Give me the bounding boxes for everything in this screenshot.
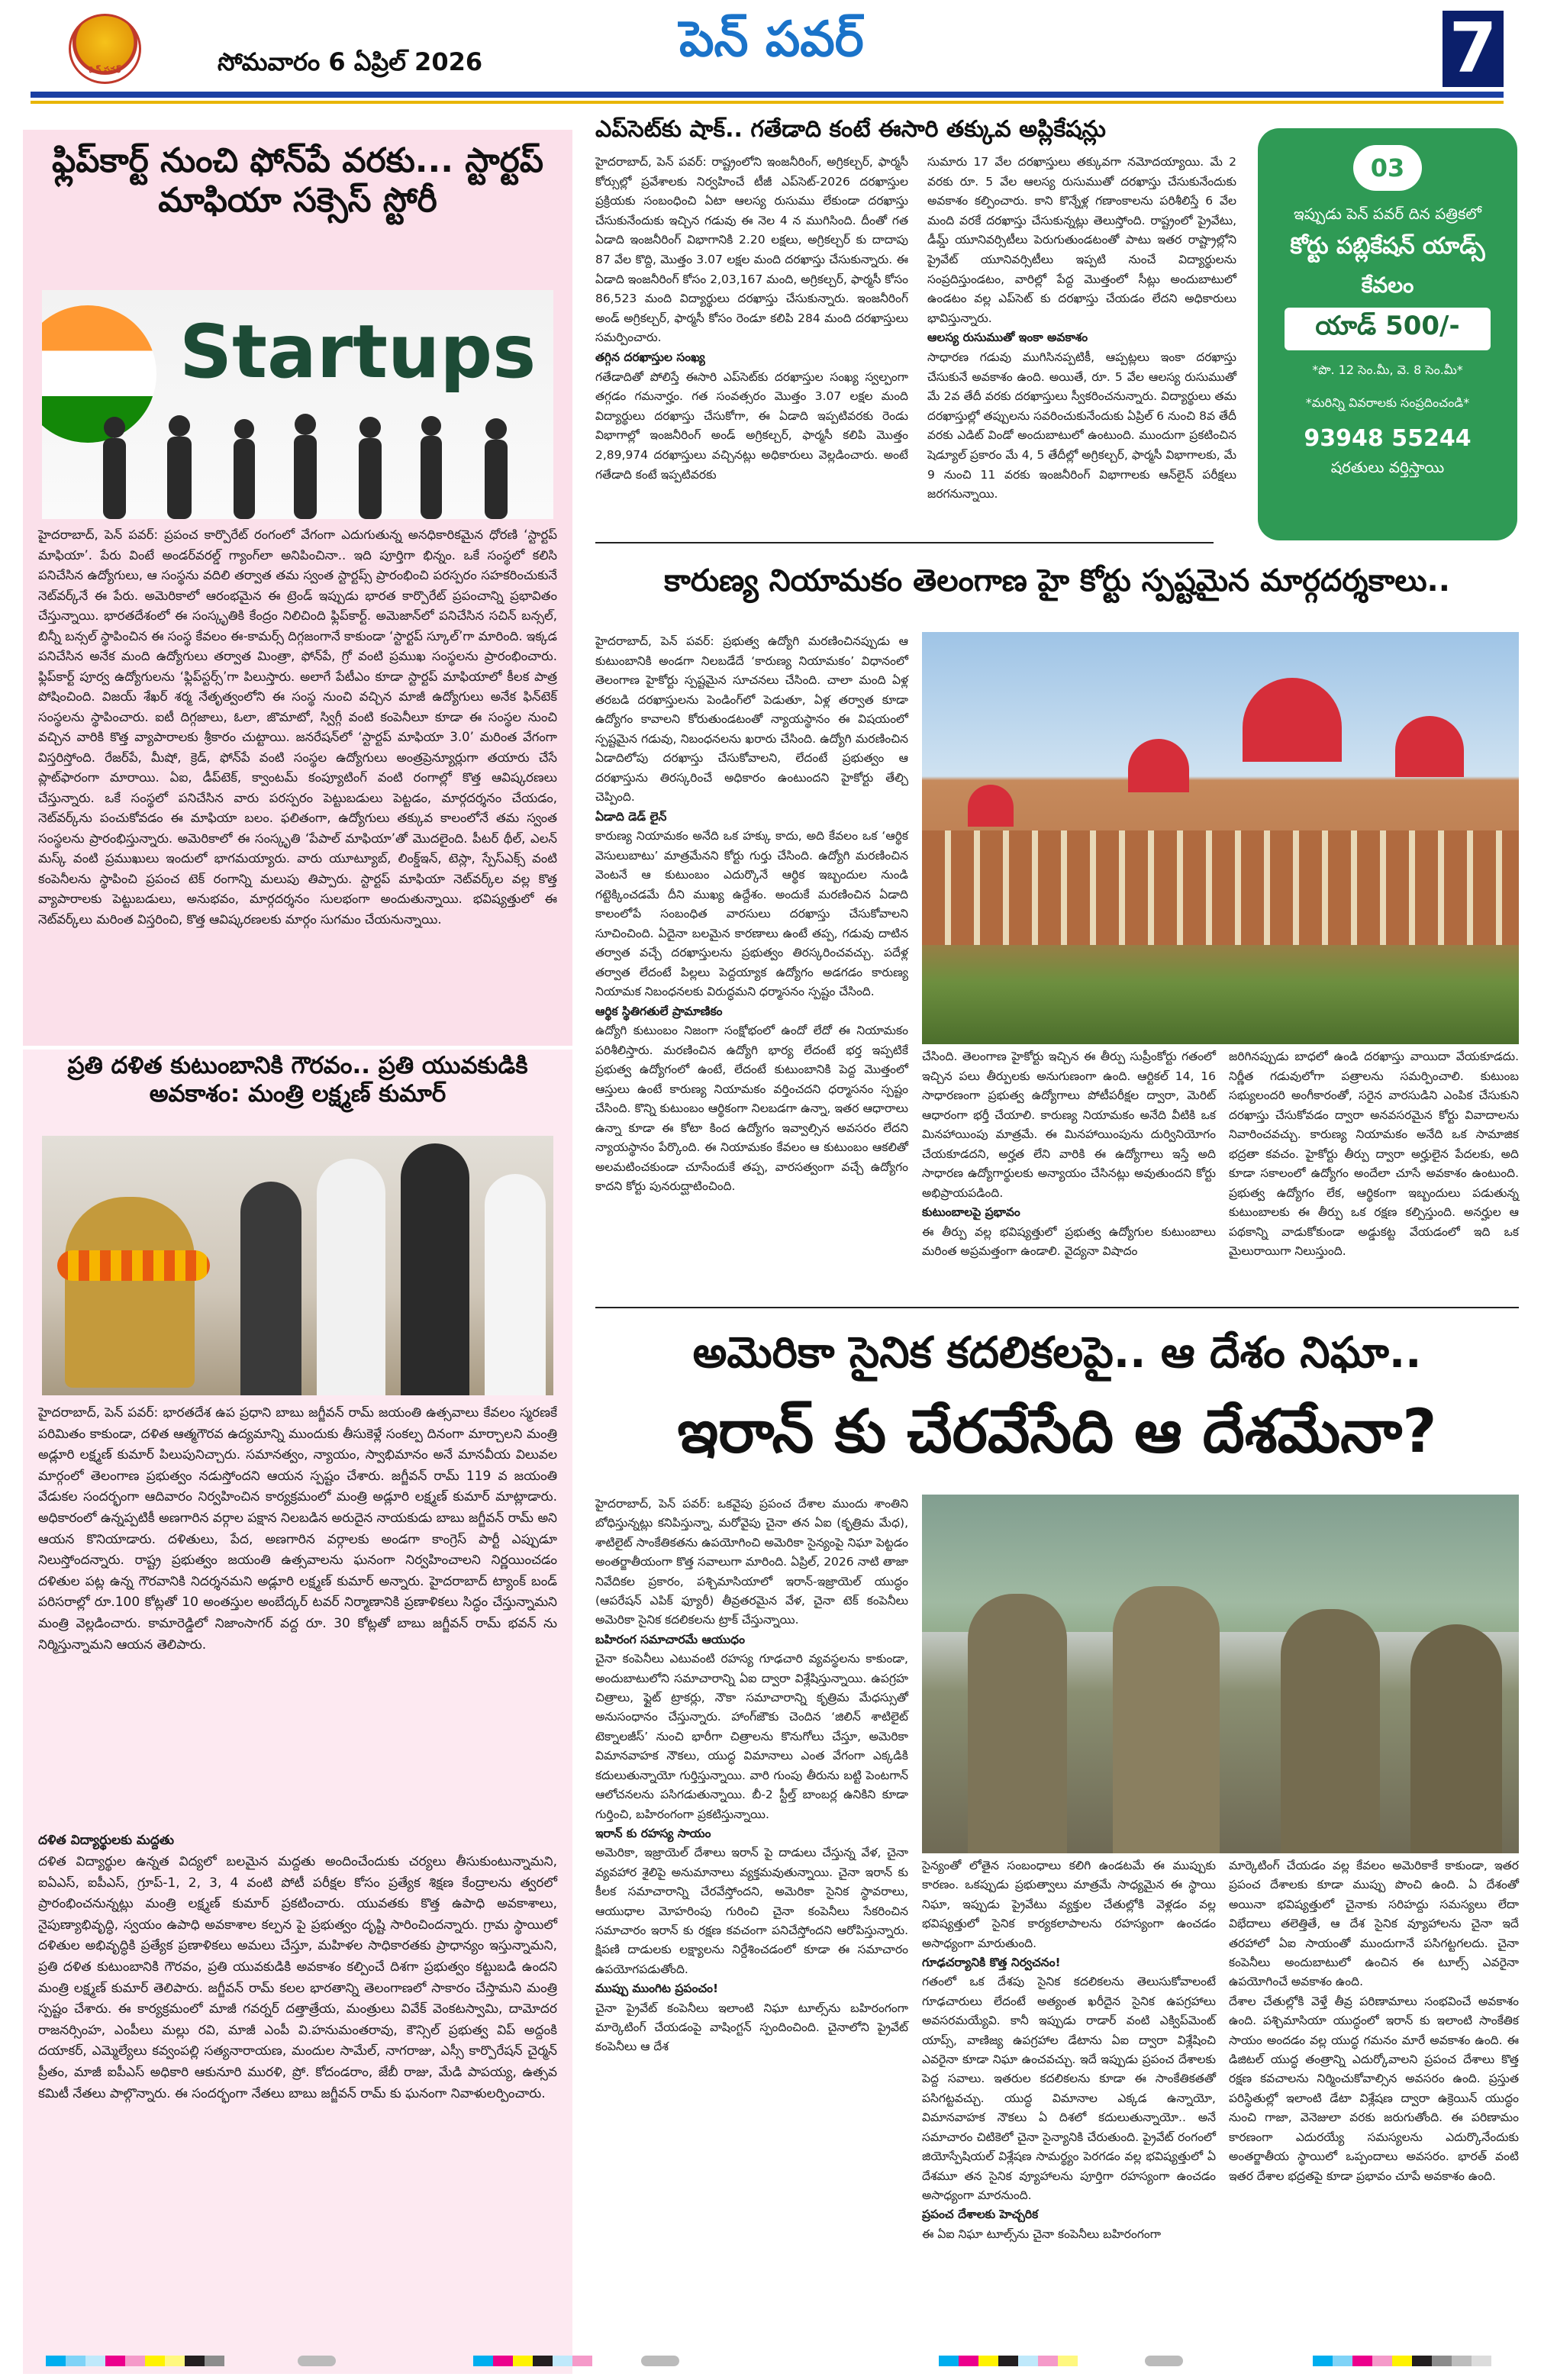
registration-mark-1: [298, 2356, 336, 2366]
dalit-headline: ప్రతి దళిత కుటుంబానికి గౌరవం.. ప్రతి యువకుడికి అవకాశం: మంత్రి లక్ష్మణ్ కుమార్: [67, 1052, 528, 1108]
iran-headline-1: అమెరికా సైనిక కదలికలపై.. ఆ దేశం నిఘా..: [692, 1328, 1422, 1378]
garland: [57, 1250, 210, 1281]
dalit-body-2: దళిత విద్యార్థుల ఉన్నత విద్యలో బలమైన మద్దతు అందించేందుకు చర్యలు తీసుకుంటున్నామని, ఐఏఎస్, ఐపీఎస్, గ్రూప్-1, 2, 3, 4 వంటి పోటీ పరీక్షల కోసం ప్రత్యేక శిక్షణ కేంద్రాలను త్వరలో ప్రారంభించనున్నట్లు మంత్రి లక్ష్మణ్ కుమార్ ప్రకటించారు. యువతకు కొత్త ఉపాధి అవకాశాలు, నైపుణ్యాభివృద్ధి, స్వయం ఉపాధి అవకాశాల కల్పన పై ప్రభుత్వం దృష్టి సారించిందన్నారు. గ్రామ స్థాయిలో దళితుల అభివృద్ధికి ప్రత్యేక ప్రణాళికలు అమలు చేస్తూ, మహిళల సాధికారతకు ప్రాధాన్యం ఇస్తున్నామని, ప్రతి దళిత కుటుంబానికి గౌరవం, ప్రతి యువకుడికి అవకాశం కల్పించే దిశగా ప్రభుత్వం కట్టుబడి ఉందని మంత్రి లక్ష్మణ్ కుమార్ తెలిపారు. జగ్జీవన్ రామ్ కలల భారతాన్ని తెలంగాణలో సాకారం చేస్తామని మంత్రి స్పష్టం చేశారు. ఈ కార్యక్రమంలో మాజీ గవర్నర్ దత్తాత్రేయ, మంత్రులు వివేక్ వెంకటస్వామి, దామోదర రాజనర్సింహ, ఎంపీలు మల్లు రవి, మాజీ ఎంపీ వి.హనుమంతరావు, కౌన్సిల్ ప్రభుత్వ విప్ అద్దంకి దయాకర్, ఎమ్మెల్యేలు కవ్వంపల్లి సత్యనారాయణ, మందుల సామేల్, నాగరాజు, ఎస్సీ కార్పొరేషన్ చైర్మన్ ప్రీతం, మాజీ ఐపీఎస్ అధికారి ఆకునూరి మురళి, ప్రో. కోదండరాం, జేబీ రాజు, మేడి పాపయ్య, ఉత్సవ కమిటీ నేతలు పాల్గొన్నారు. ఈ సందర్భంగా నేతలు బాబు జగ్జీవన్ రామ్ కు ఘనంగా నివాళులర్పించారు.: [38, 1854, 557, 2101]
ad-price: యాడ్ 500/-: [1285, 308, 1491, 350]
iran-col-1-subhead-3: ముప్పు ముంగిట ప్రపంచం!: [595, 1982, 719, 1996]
eapcet-col-1: [595, 153, 908, 485]
person-2: [317, 1159, 385, 1395]
iran-col-2-text: సైన్యంతో లోతైన సంబంధాలు కలిగి ఉండటమే ఈ ముప్పుకు కారణం. ఒకప్పుడు ప్రభుత్వాలు మాత్రమే సాధ్యమైన ఈ స్థాయి నిఘా, ఇప్పుడు ప్రైవేటు వ్యక్తుల చేతుల్లోకి వెళ్లడం వల్ల భవిష్యత్తులో సైనిక కార్యకలాపాలను రహస్యంగా ఉంచడం అసాధ్యంగా మారుతుంది.: [922, 1859, 1216, 1950]
court-headline: కారుణ్య నియామకం తెలంగాణ హై కోర్టు స్పష్టమైన మార్గదర్శకాలు..: [664, 563, 1450, 598]
court-col-2: [922, 1047, 1216, 1262]
court-dome-3: [1128, 739, 1189, 792]
ad-phone: 93948 55244: [1304, 425, 1472, 452]
court-col-1-subhead-2: ఆర్థిక స్థితిగతులే ప్రామాణికం: [595, 1004, 723, 1018]
eapcet-col-1-subhead: తగ్గిన దరఖాస్తుల సంఖ్య: [595, 350, 705, 364]
soldier-2: [1113, 1586, 1220, 1853]
iran-col-1: [595, 1495, 908, 2057]
high-court-photo: [922, 632, 1519, 1044]
court-dome-1: [1243, 678, 1342, 762]
color-bar-center: [473, 2356, 592, 2366]
iran-col-1-text-d: చైనా ప్రైవేట్ కంపెనీలు ఇలాంటి నిఘా టూల్స్‌ను బహిరంగంగా మార్కెటింగ్ చేయడంపై వాషింగ్టన్ స్పందించింది. చైనాలోని ప్రైవేట్ కంపెనీలు ఆ దేశ: [595, 2001, 908, 2054]
person-4: [485, 1174, 546, 1395]
court-col-2-subhead: కుటుంబాలపై ప్రభావం: [922, 1205, 1020, 1219]
iran-col-1-subhead-2: ఇరాన్ కు రహస్య సాయం: [595, 1826, 711, 1840]
ad-more-info: *మరిన్ని వివరాలకు సంప్రదించండి*: [1305, 395, 1470, 410]
people-silhouettes: [42, 405, 553, 519]
header-rule-bottom: [31, 101, 1504, 104]
issue-date: సోమవారం 6 ఏప్రిల్ 2026: [218, 47, 483, 76]
court-dome-2: [1395, 716, 1464, 777]
court-col-2-text: చేసింది. తెలంగాణ హైకోర్టు ఇచ్చిన ఈ తీర్పు సుప్రీంకోర్టు గతంలో ఇచ్చిన పలు తీర్పులకు అనుగుణంగా ఉంది. ఆర్టికల్ 14, 16 సాధారణంగా ప్రభుత్వ ఉద్యోగాలు పోటీపరీక్షల ద్వారా, మెరిట్ ఆధారంగా భర్తీ చేయాలి. కారుణ్య నియామకం అనేది వీటికి ఒక మినహాయింపు మాత్రమే. ఈ మినహాయింపును దుర్వినియోగం చేయకూడదని, అర్హత లేని వారికి ఈ ఉద్యోగాలు ఇస్తే అది సాధారణ ఉద్యోగార్థులకు అన్యాయం చేసినట్లు అవుతుందని కోర్టు అభిప్రాయపడింది.: [922, 1050, 1216, 1200]
court-publication-ad: [1258, 128, 1517, 540]
court-col-1-text-c: ఉద్యోగి కుటుంబం నిజంగా సంక్షోభంలో ఉందో లేదో ఈ నియామకం పరిశీలిస్తారు. మరణించిన ఉద్యోగి భార్య లేదంటే భర్త ఇప్పటికే ప్రభుత్వ ఉద్యోగంలో ఉంటే, లేదంటే కుటుంబానికి పెద్ద మొత్తంలో ఆస్తులు ఉంటే కారుణ్య నియామకం వర్తించదని ధర్మాసనం స్పష్టం చేసింది. కొన్ని కుటుంబం ఆర్థికంగా నిలబడగా ఉన్నా, ఇతర ఆధారాలు ఉన్నా కూడా ఈ కోటా కింద ఉద్యోగం ఇవ్వాల్సిన అవసరం లేదని న్యాయస్థానం పేర్కొంది. ఈ నియామకం కేవలం ఆ కుటుంబం ఆకలితో అలమటించకుండా చూసేందుకే తప్ప, వారసత్వంగా వచ్చే ఉద్యోగం కాదని కోర్టు పునరుద్ఘాటించింది.: [595, 1024, 908, 1193]
startup-body: హైదరాబాద్, పెన్ పవర్: ప్రపంచ కార్పొరేట్ రంగంలో వేగంగా ఎదుగుతున్న అనధికారికమైన ధోరణి ‘స్టార్టప్ మాఫియా’. పేరు వింటే అండర్‌వరల్డ్ గ్యాంగ్‌లా అనిపించినా.. ఇది పూర్తిగా భిన్నం. ఒకే సంస్థలో కలిసి పనిచేసిన ఉద్యోగులు, ఆ సంస్థను వదిలి తర్వాత తమ స్వంత స్టార్టప్స్ ప్రారంభించి పరస్పరం సహకరించుకునే నెట్‌వర్క్‌నే ఈ పేరు. అమెరికాలో ఆరంభమైన ఈ ట్రెండ్ ఇప్పుడు భారత కార్పొరేట్ ప్రపంచాన్ని ప్రభావితం చేస్తున్నాయి. భారతదేశంలో ఈ సంస్కృతికి కేంద్రం నిలిచింది ఫ్లిప్‌కార్ట్. అమెజాన్‌లో పనిచేసిన సచిన్ బన్సల్, బిన్నీ బన్సల్ స్థాపించిన ఈ సంస్థ కేవలం ఈ-కామర్స్ దిగ్గజంగానే కాకుండా ‘స్టార్టప్ స్కూల్’గా మారింది. ఇక్కడ పనిచేసిన అనేక మంది ఉద్యోగులు తర్వాత మింత్రా, ఫోన్‌పే, గ్రో వంటి ప్రముఖ సంస్థలను ప్రారంభించారు. ఫ్లిప్‌కార్ట్ పూర్వ ఉద్యోగులను ‘ఫ్లిప్‌స్టర్స్’గా పిలుస్తారు. అలాగే పేటీఎం కూడా స్టార్టప్ మాఫియాలో కీలక పాత్ర పోషించింది. విజయ్ శేఖర్ శర్మ నేతృత్వంలోని ఈ సంస్థ నుంచి వచ్చిన మాజీ ఉద్యోగులు అనేక ఫిన్‌టెక్ సంస్థలను స్థాపించారు. ఐటీ దిగ్గజాలు, ఓలా, జొమాటో, స్విగ్గీ వంటి కంపెనీలూ కూడా ఈ సంస్థల నుంచి వచ్చిన వారికి కొత్త వ్యాపారాలకు శ్రీకారం చుట్టాయి. జనరేషన్‌లో ‘స్టార్టప్ మాఫియా 3.0’ మరింత వేగంగా విస్తరిస్తోంది. రేజర్‌పే, మీషో, క్రెడ్, ఫోన్‌పే వంటి సంస్థల ఉద్యోగులు అంత్రప్రెన్యూర్లుగా తయారు చేసే ప్లాట్‌ఫారంగా మారాయి. ఏఐ, డీప్‌టెక్, క్వాంటమ్ కంప్యూటింగ్ వంటి రంగాల్లో కొత్త ఆవిష్కరణలు చేస్తున్నారు. ఒకే సంస్థలో పనిచేసిన వారు పరస్పరం పెట్టుబడులు పెట్టడం, మార్గదర్శనం చేయడం, నెట్‌వర్క్‌ను పంచుకోవడం ఈ మాఫియా బలం. ఫలితంగా, ఉద్యోగులు తక్కువ కాలంలోనే తమ స్వంత సంస్థలను ప్రారంభిస్తున్నారు. అమెరికాలో ఈ సంస్కృతి ‘పేపాల్ మాఫియా’తో మొదలైంది. పీటర్ థీల్, ఎలన్ మస్క్ వంటి ప్రముఖులు ఇందులో భాగమయ్యారు. వారు యూట్యూబ్, లింక్డ్‌ఇన్, టెస్లా, స్పేస్‌ఎక్స్ వంటి కంపెనీలను స్థాపించి ప్రపంచ టెక్ రంగాన్ని మలుపు తిప్పారు. స్టార్టప్ మాఫియా నెట్‌వర్క్‌ల వల్ల కొత్త వ్యాపారాలకు పెట్టుబడులు, అనుభవం, మార్గదర్శనం సులభంగా అందుతున్నాయి. భవిష్యత్తులో ఈ నెట్‌వర్క్‌లు మరింత విస్తరించి, కొత్త ఆవిష్కరణలకు మార్గం సుగమం చేయనున్నాయి.: [38, 527, 557, 927]
section-divider-1: [595, 542, 1214, 543]
iran-headline-2: ఇరాన్ కు చేరవేసేది ఆ దేశమేనా?: [677, 1398, 1437, 1466]
masthead-title: పెన్ పవర్: [679, 11, 864, 68]
court-col-1-text: హైదరాబాద్, పెన్ పవర్: ప్రభుత్వ ఉద్యోగి మరణించినప్పుడు ఆ కుటుంబానికి అండగా నిలబడేదే ‘కారుణ్య నియామకం’ విధానంలో తెలంగాణ హైకోర్టు స్పష్టమైన సూచనలు చేసింది. చాలా మంది ఏళ్ల తరబడి దరఖాస్తులను పెండింగ్‌లో పెడుతూ, ఏళ్ల తర్వాత కూడా ఉద్యోగం కావాలని కోరుతుండటంతో న్యాయస్థానం ఈ విషయంలో స్పష్టమైన గడువు, నిబంధనలను ఖరారు చేసింది. ఉద్యోగి మరణించిన ఏడాదిలోపు దరఖాస్తు చేసుకోవాలని, లేదంటే ప్రభుత్వం ఆ దరఖాస్తును తిరస్కరించే అధికారం ఉంటుందని హైకోర్టు తేల్చి చెప్పింది.: [595, 634, 908, 804]
court-col-2-text-b: ఈ తీర్పు వల్ల భవిష్యత్తులో ప్రభుత్వ ఉద్యోగుల కుటుంబాలు మరింత అప్రమత్తంగా ఉండాలి. వైద్యనా విషాదం: [922, 1224, 1216, 1258]
court-col-1-subhead: ఏడాది డెడ్ లైన్: [595, 809, 667, 824]
court-col-1-text-b: కారుణ్య నియామకం అనేది ఒక హక్కు కాదు, అది కేవలం ఒక ‘ఆర్థిక వెసులుబాటు’ మాత్రమేనని కోర్టు గుర్తు చేసింది. ఉద్యోగి మరణించిన వెంటనే ఆ కుటుంబం ఎదుర్కొనే ఆర్థిక ఇబ్బందుల నుండి గట్టెక్కించడమే దీని ముఖ్య ఉద్దేశం. అందుకే మరణించిన ఏడాది కాలంలోపే సంబంధిత వారసులు దరఖాస్తు చేసుకోవాలని సూచించింది. ఏదైనా బలమైన కారణాలు ఉంటే తప్ప, గడువు దాటిన తర్వాత వచ్చే దరఖాస్తులను ప్రభుత్వం తిరస్కరించవచ్చు. పదేళ్ల తర్వాత లేదంటే పిల్లలు పెద్దయ్యాక ఉద్యోగం అడగడం కారుణ్య నియామక నిబంధనలకు విరుద్ధమని ధర్మాసనం స్పష్టం చేసింది.: [595, 829, 908, 998]
eapcet-headline: ఎప్‌సెట్‌కు షాక్.. గతేడాది కంటే ఈసారి తక్కువ అప్లికేషన్లు: [595, 116, 1106, 143]
court-col-1: [595, 632, 908, 1197]
dalit-subhead: దళిత విద్యార్థులకు మద్దతు: [38, 1833, 174, 1848]
court-col-3: జరిగినప్పుడు బాధలో ఉండి దరఖాస్తు వాయిదా వేయకూడదు. నిర్ణీత గడువులోగా పత్రాలను సమర్పించాలి. కుటుంబ సభ్యులందరి అంగీకారంతో, సరైన వారసుడిని ఎంపిక చేసుకుని దరఖాస్తు చేసుకోవడం ద్వారా అనవసరమైన కోర్టు వివాదాలను నివారించవచ్చు. కారుణ్య నియామకం అనేది ఒక సామాజిక భద్రతా కవచం. హైకోర్టు తీర్పు ద్వారా అర్హులైన పేదలకు, అది కూడా సకాలంలో ఉద్యోగం అందేలా చూసే అవకాశం ఉంటుంది. ప్రభుత్వ ఉద్యోగం లేక, ఆర్థికంగా ఇబ్బందులు పడుతున్న కుటుంబాలకు ఈ తీర్పు ఒక రక్షణ కల్పిస్తుంది. అనర్హుల ఆ పథకాన్ని వాడుకోకుండా అడ్డుకట్ట వేయడంలో ఇది ఒక మైలురాయిగా నిలుస్తుంది.: [1229, 1050, 1519, 1258]
soldiers-photo: [922, 1495, 1519, 1853]
eapcet-col-2-text-b: సాధారణ గడువు ముగిసినప్పటికీ, ఆప్పట్లలు ఇంకా దరఖాస్తు చేసుకునే అవకాశం ఉంది. అయితే, రూ. 5 వేల ఆలస్య రుసుముతో మే 2వ తేదీ వరకు దరఖాస్తులు స్వీకరించనున్నారు. విద్యార్థులు తమ దరఖాస్తుల్లో తప్పులను సవరించుకునేందుకు ఏప్రిల్ 6 నుంచి 8వ తేదీ వరకు ఎడిట్ విండో అందుబాటులో ఉంటుంది. ముందుగా ప్రకటించిన షెడ్యూల్ ప్రకారం మే 4, 5 తేదీల్లో అగ్రికల్చర్, ఫార్మసీ విభాగాలకు, మే 9 నుంచి 11 వరకు ఇంజనీరింగ్ విభాగాలకు ఆన్‌లైన్ పరీక్షలు జరగనున్నాయి.: [927, 350, 1236, 501]
iran-col-2-subhead: గూఢచర్యానికి కొత్త నిర్వచనం!: [922, 1956, 1061, 1970]
dalit-event-photo: [42, 1136, 553, 1395]
startup-headline: ఫ్లిప్‌కార్ట్ నుంచి ఫోన్‌పే వరకు... స్టార్టప్ మాఫియా సక్సెస్ స్టోరీ: [51, 141, 544, 220]
soldier-3: [1281, 1609, 1380, 1853]
logo-text: పెన్ పవర్: [89, 65, 121, 75]
statue-figure: [65, 1197, 195, 1388]
iran-col-1-text: హైదరాబాద్, పెన్ పవర్: ఒకవైపు ప్రపంచ దేశాల ముందు శాంతిని బోధిస్తున్నట్లు కనిపిస్తున్నా, మరోవైపు చైనా తన ఏఐ (కృత్రిమ మేధ), శాటిలైట్ సాంకేతికతను ఉపయోగించి అమెరికా సైన్యంపై నిఘా పెట్టడం అంతర్జాతీయంగా కొత్త సవాలుగా మారింది. ఏప్రిల్, 2026 నాటి తాజా నివేదికల ప్రకారం, పశ్చిమాసియాలో ఇరాన్-ఇజ్రాయెల్ యుద్ధం (ఆపరేషన్ ఎపిక్ ఫ్యూరీ) తీవ్రతరమైన వేళ, చైనా టెక్ కంపెనీలు అమెరికా సైనిక కదలికలను ట్రాక్ చేస్తున్నాయి.: [595, 1497, 908, 1627]
eapcet-col-2-subhead: ఆలస్య రుసుముతో ఇంకా అవకాశం: [927, 331, 1088, 345]
person-1: [240, 1182, 301, 1395]
eapcet-col-2-text: సుమారు 17 వేల దరఖాస్తులు తక్కువగా నమోదయ్యాయి. మే 2 వరకు రూ. 5 వేల ఆలస్య రుసుముతో దరఖాస్తు చేసుకునేందుకు అవకాశం కల్పించారు. కాని కొన్నేళ్ల గణాంకాలను పరిశీలిస్తే 6 వేల మంది వరకే దరఖాస్తు చేసుకున్నట్లు తెలుస్తోంది. రాష్ట్రంలో ప్రైవేటు, డీమ్డ్ యూనివర్సిటీలు పెరుగుతుండటంతో పాటు ఇతర రాష్ట్రాల్లోని ప్రైవేట్ యూనివర్సిటీలు ఇప్పటి నుంచే విద్యార్థులను సంప్రదిస్తుండటం, వారిల్లో పేద్ద మొత్తంలో సీట్లు అందుబాటులో ఉండటం వల్ల ఎప్‌సెట్ కు దరఖాస్తు చేయడం లేదని అధికారులు భావిస్తున్నారు.: [927, 155, 1236, 325]
soldier-1: [968, 1594, 1067, 1853]
ad-terms: షరతులు వర్తిస్తాయి: [1330, 458, 1445, 476]
registration-mark-2: [641, 2356, 679, 2366]
dalit-body: హైదరాబాద్, పెన్ పవర్: భారతదేశ ఉప ప్రధాని బాబు జగ్జీవన్ రామ్ జయంతి ఉత్సవాలు కేవలం స్మరణకే పరిమితం కాకుండా, దళిత ఆత్మగౌరవ ఉద్యమాన్ని ముందుకు తీసుకెళ్లే సంకల్ప దినంగా మార్చాలని మంత్రి అడ్లూరి లక్ష్మణ్ కుమార్ పిలుపునిచ్చారు. సమానత్వం, న్యాయం, స్వాభిమానం అనే మానవీయ విలువల మార్గంలో తెలంగాణ ప్రభుత్వం నడుస్తోందని ఆయన స్పష్టం చేశారు. జగ్జీవన్ రామ్ 119 వ జయంతి వేడుకల సందర్భంగా ఆదివారం నిర్వహించిన కార్యక్రమంలో మంత్రి అడ్లూరి లక్ష్మణ్ కుమార్ మాట్లాడారు. అధికారంలో ఉన్నప్పటికీ అణగారిన వర్గాల పక్షాన నిలబడిన అరుదైన నాయకుడు బాబు జగ్జీవన్ రామ్ అని ఆయన కొనియాడారు. దళితులు, పేద, అణగారిన వర్గాలకు అండగా కాంగ్రెస్ పార్టీ ఎప్పుడూ నిలుస్తోందన్నారు. రాష్ట్ర ప్రభుత్వం జయంతి ఉత్సవాలను ఘనంగా నిర్వహించాలని నిర్ణయించడం దళితుల పట్ల ఉన్న గౌరవానికి నిదర్శనమని అడ్లూరి లక్ష్మణ్ కుమార్ అన్నారు. హైదరాబాద్ ట్యాంక్ బండ్ పరిసరాల్లో రూ.100 కోట్లతో 10 అంతస్తుల అంబేద్కర్ టవర్ నిర్మాణానికి ప్రణాళికలు సిద్ధం చేస్తున్నామని మంత్రి వెల్లడించారు. కామారెడ్డిలో నిజాంసాగర్ వద్ద రూ. 30 కోట్లతో బాబు జగ్జీవన్ రామ్ భవన్ ను నిర్మిస్తున్నామని ఆయన తెలిపారు.: [38, 1405, 557, 1653]
iran-col-3: [1229, 1856, 1519, 2186]
iran-col-2-text-b: గతంలో ఒక దేశపు సైనిక కదలికలను తెలుసుకోవాలంటే గూఢచారులు లేదంటే అత్యంత ఖరీదైన సైనిక ఉపగ్రహాలు అవసరమయ్యేవి. కానీ ఇప్పుడు రాడార్ వంటి ఎక్విప్‌మెంట్ యాప్స్, వాణిజ్య ఉపగ్రహాల డేటాను ఏఐ ద్వారా విశ్లేషించి ఎవరైనా కూడా నిఘా ఉంచవచ్చు. ఇదే ఇప్పుడు ప్రపంచ దేశాలకు పెద్ద సవాలు. ఇతరుల కదలికలను కూడా ఈ సాంకేతికతతో పసిగట్టవచ్చు. యుద్ధ విమానాల ఎక్కడ ఉన్నాయో, విమానవాహక నౌకలు ఏ దిశలో కదులుతున్నాయో.. అనే సమాచారం చిటికెలో చైనా సైన్యానికి చేరుతుంది. ప్రైవేట్ రంగంలో జియోస్పేషియల్ విశ్లేషణ సామర్థ్యం పెరగడం వల్ల భవిష్యత్తులో ఏ దేశమూ తన సైనిక వ్యూహాలను పూర్తిగా రహస్యంగా ఉంచడం అసాధ్యంగా మారనుంది.: [922, 1975, 1216, 2202]
ad-size: *పొ. 12 సెం.మీ, వె. 8 సెం.మీ*: [1312, 363, 1463, 377]
court-dome-4: [968, 785, 1014, 827]
eapcet-col-1-text-b: గతేడాదితో పోలిస్తే ఈసారి ఎప్‌సెట్‌కు దరఖాస్తుల సంఖ్య స్వల్పంగా తగ్గడం గమనార్హం. గత సంవత్సరం మొత్తం 3.07 లక్షల మంది విద్యార్థులు దరఖాస్తు చేసుకోగా, ఈ ఏడాది ఇప్పటివరకు రెండు విభాగాల్లో ఇంజనీరింగ్ అండ్ అగ్రికల్చర్, ఫార్మసీ కలిపి మొత్తం 2,89,974 దరఖాస్తులు వచ్చినట్లు అధికారులు వెల్లడించారు. అంటే గతేడాది కంటే ఇప్పటివరకు: [595, 369, 908, 482]
color-bar-right: [1313, 2356, 1491, 2366]
startup-image: [42, 290, 553, 519]
color-bar-left: [46, 2356, 224, 2366]
court-arches: [922, 830, 1519, 945]
iran-col-3-text-b: దేశాల చేతుల్లోకి వెళ్తే తీవ్ర పరిణామాలు సంభవించే అవకాశం ఉంది. పశ్చిమాసియా యుద్ధంలో ఇరాన్ కు ఇలాంటి సాంకేతిక సాయం అందడం వల్ల యుద్ధ గమనం మారే అవకాశం ఉంది. ఈ డిజిటల్ యుద్ధ తంత్రాన్ని ఎదుర్కోవాలని ప్రపంచ దేశాలు కొత్త రక్షణ కవచాలను నిర్మించుకోవాల్సిన అవసరం ఉంది. ప్రస్తుత పరిస్థితుల్లో ఇలాంటి డేటా విశ్లేషణ ద్వారా ఉక్రెయిన్ యుద్ధం నుంచి గాజా, వెనెజులా వరకు జరుగుతోంది. ఈ పరిణామం కారణంగా ఎదురయ్యే సమస్యలను ఎదుర్కొనేందుకు అంతర్జాతీయ స్థాయిలో ఒప్పందాలు అవసరం. భారత్ వంటి ఇతర దేశాల భద్రతపై కూడా ప్రభావం చూపే అవకాశం ఉంది.: [1229, 1994, 1519, 2183]
ad-line-1: ఇప్పుడు పెన్ పవర్ దిన పత్రికలో: [1294, 205, 1481, 223]
iran-col-1-text-b: చైనా కంపెనీలు ఎటువంటి రహస్య గూఢచారి వ్యవస్థలను కాకుండా, అందుబాటులోని సమాచారాన్ని ఏఐ ద్వారా విశ్లేషిస్తున్నాయి. ఉపగ్రహ చిత్రాలు, ఫ్లైట్ ట్రాకర్లు, నౌకా సమాచారాన్ని కృత్రిమ మేధస్సుతో అనుసంధానం చేస్తున్నారు. హాంగ్‌జౌకు చెందిన ‘జిలిన్ శాటిలైట్ టెక్నాలజీస్’ నుంచి భారీగా చిత్రాలను కొనుగోలు చేస్తూ, అమెరికా విమానవాహక నౌకలు, యుద్ధ విమానాలు ఎంత వేగంగా ఎక్కడికి కదులుతున్నాయో గుర్తిస్తున్నాయి. వారి గుంపు తీరును బట్టి పెంటగాన్ ఆలోచనలను పసిగడుతున్నాయి. బీ-2 స్టీల్త్ బాంబర్ల ఉనికిని కూడా గుర్తించి, బహిరంగంగా ప్రకటిస్తున్నాయి.: [595, 1652, 908, 1821]
iran-col-3-text: మార్కెటింగ్ చేయడం వల్ల కేవలం అమెరికాకే కాకుండా, ఇతర ప్రపంచ దేశాలకు కూడా ముప్పు పొంచి ఉంది. ఏ దేశంతో అయినా భవిష్యత్తులో చైనాకు సరిహద్దు సమస్యలు లేదా విభేదాలు తలెత్తితే, ఆ దేశ సైనిక వ్యూహాలను చైనా ఇదే తరహాలో ఏఐ సాయంతో ముందుగానే పసిగట్టగలదు. చైనా కంపెనీలు అందుబాటులో ఉంచిన ఈ టూల్స్ ఎవరైనా ఉపయోగించే అవకాశం ఉంది.: [1229, 1859, 1519, 1989]
registration-mark-3: [1145, 2356, 1183, 2366]
iran-col-2: [922, 1856, 1216, 2244]
iran-col-2-subhead-2: ప్రపంచ దేశాలకు హెచ్చరిక: [922, 2207, 1039, 2222]
ad-line-2: కోర్టు పబ్లికేషన్ యాడ్స్: [1290, 233, 1485, 260]
page-number: 7: [1443, 11, 1504, 87]
soldier-4: [1410, 1624, 1502, 1853]
ad-price-label: కేవలం: [1361, 273, 1414, 298]
pen-power-logo: [69, 14, 141, 84]
iran-col-1-text-c: అమెరికా, ఇజ్రాయెల్ దేశాలు ఇరాన్ పై దాడులు చేస్తున్న వేళ, చైనా వ్యవహార శైలిపై అనుమానాలు వ్యక్తమవుతున్నాయి. చైనా ఇరాన్ కు కీలక సమాచారాన్ని చేరవేస్తోందని, అమెరికా సైనిక స్థావరాలు, ఆయుధాల మోహరింపు గురించి చైనా కంపెనీలు సేకరించిన సమాచారం ఇరాన్ కు రక్షణ కవచంగా పనిచేస్తోందని ఆరోపిస్తున్నారు. క్షిపణి దాడులకు లక్ష్యాలను నిర్దేశించడంలో కూడా ఈ సమాచారం ఉపయోగపడుతోంది.: [595, 1846, 908, 1976]
iran-col-2-text-c: ఈ ఏఐ నిఘా టూల్స్‌ను చైనా కంపెనీలు బహిరంగంగా: [922, 2227, 1161, 2241]
eapcet-col-2: [927, 153, 1236, 505]
eapcet-col-1-text: హైదరాబాద్, పెన్ పవర్: రాష్ట్రంలోని ఇంజనీరింగ్, అగ్రికల్చర్, ఫార్మసీ కోర్సుల్లో ప్రవేశాలకు నిర్వహించే టీజీ ఎప్‌సెట్-2026 దరఖాస్తుల ప్రక్రియకు సంబంధించి ఏటా ఆలస్య రుసుము లేకుండా దరఖాస్తు చేసుకునేందుకు ఇచ్చిన గడువు ఈ నెల 4 న ముగిసింది. దీంతో గత ఏడాది ఇంజనీరింగ్ విభాగానికి 2.20 లక్షలు, అగ్రికల్చర్ కు దాదాపు 87 వేల కొద్ది, మొత్తం 3.07 లక్షల మంది దరఖాస్తు చేసుకున్నారు. ఈ ఏడాది ఇంజనీరింగ్ కోసం 2,03,167 మంది, అగ్రికల్చర్, ఫార్మసీ కోసం 86,523 మంది విద్యార్థులు దరఖాస్తు చేసుకున్నారు. ఇంజనీరింగ్ అండ్ అగ్రికల్చర్, ఫార్మసీ కోసం రెండూ కలిపి 284 మంది దరఖాస్తులు సమర్పించారు.: [595, 155, 908, 345]
header-rule-top: [31, 92, 1504, 98]
person-3: [401, 1143, 469, 1395]
startups-word: Startups: [179, 309, 537, 395]
ad-number: 03: [1353, 145, 1422, 191]
iran-col-1-subhead: బహిరంగ సమాచారమే ఆయుధం: [595, 1632, 745, 1646]
section-divider-2: [595, 1307, 1519, 1308]
color-bar-center-right: [939, 2356, 1078, 2366]
